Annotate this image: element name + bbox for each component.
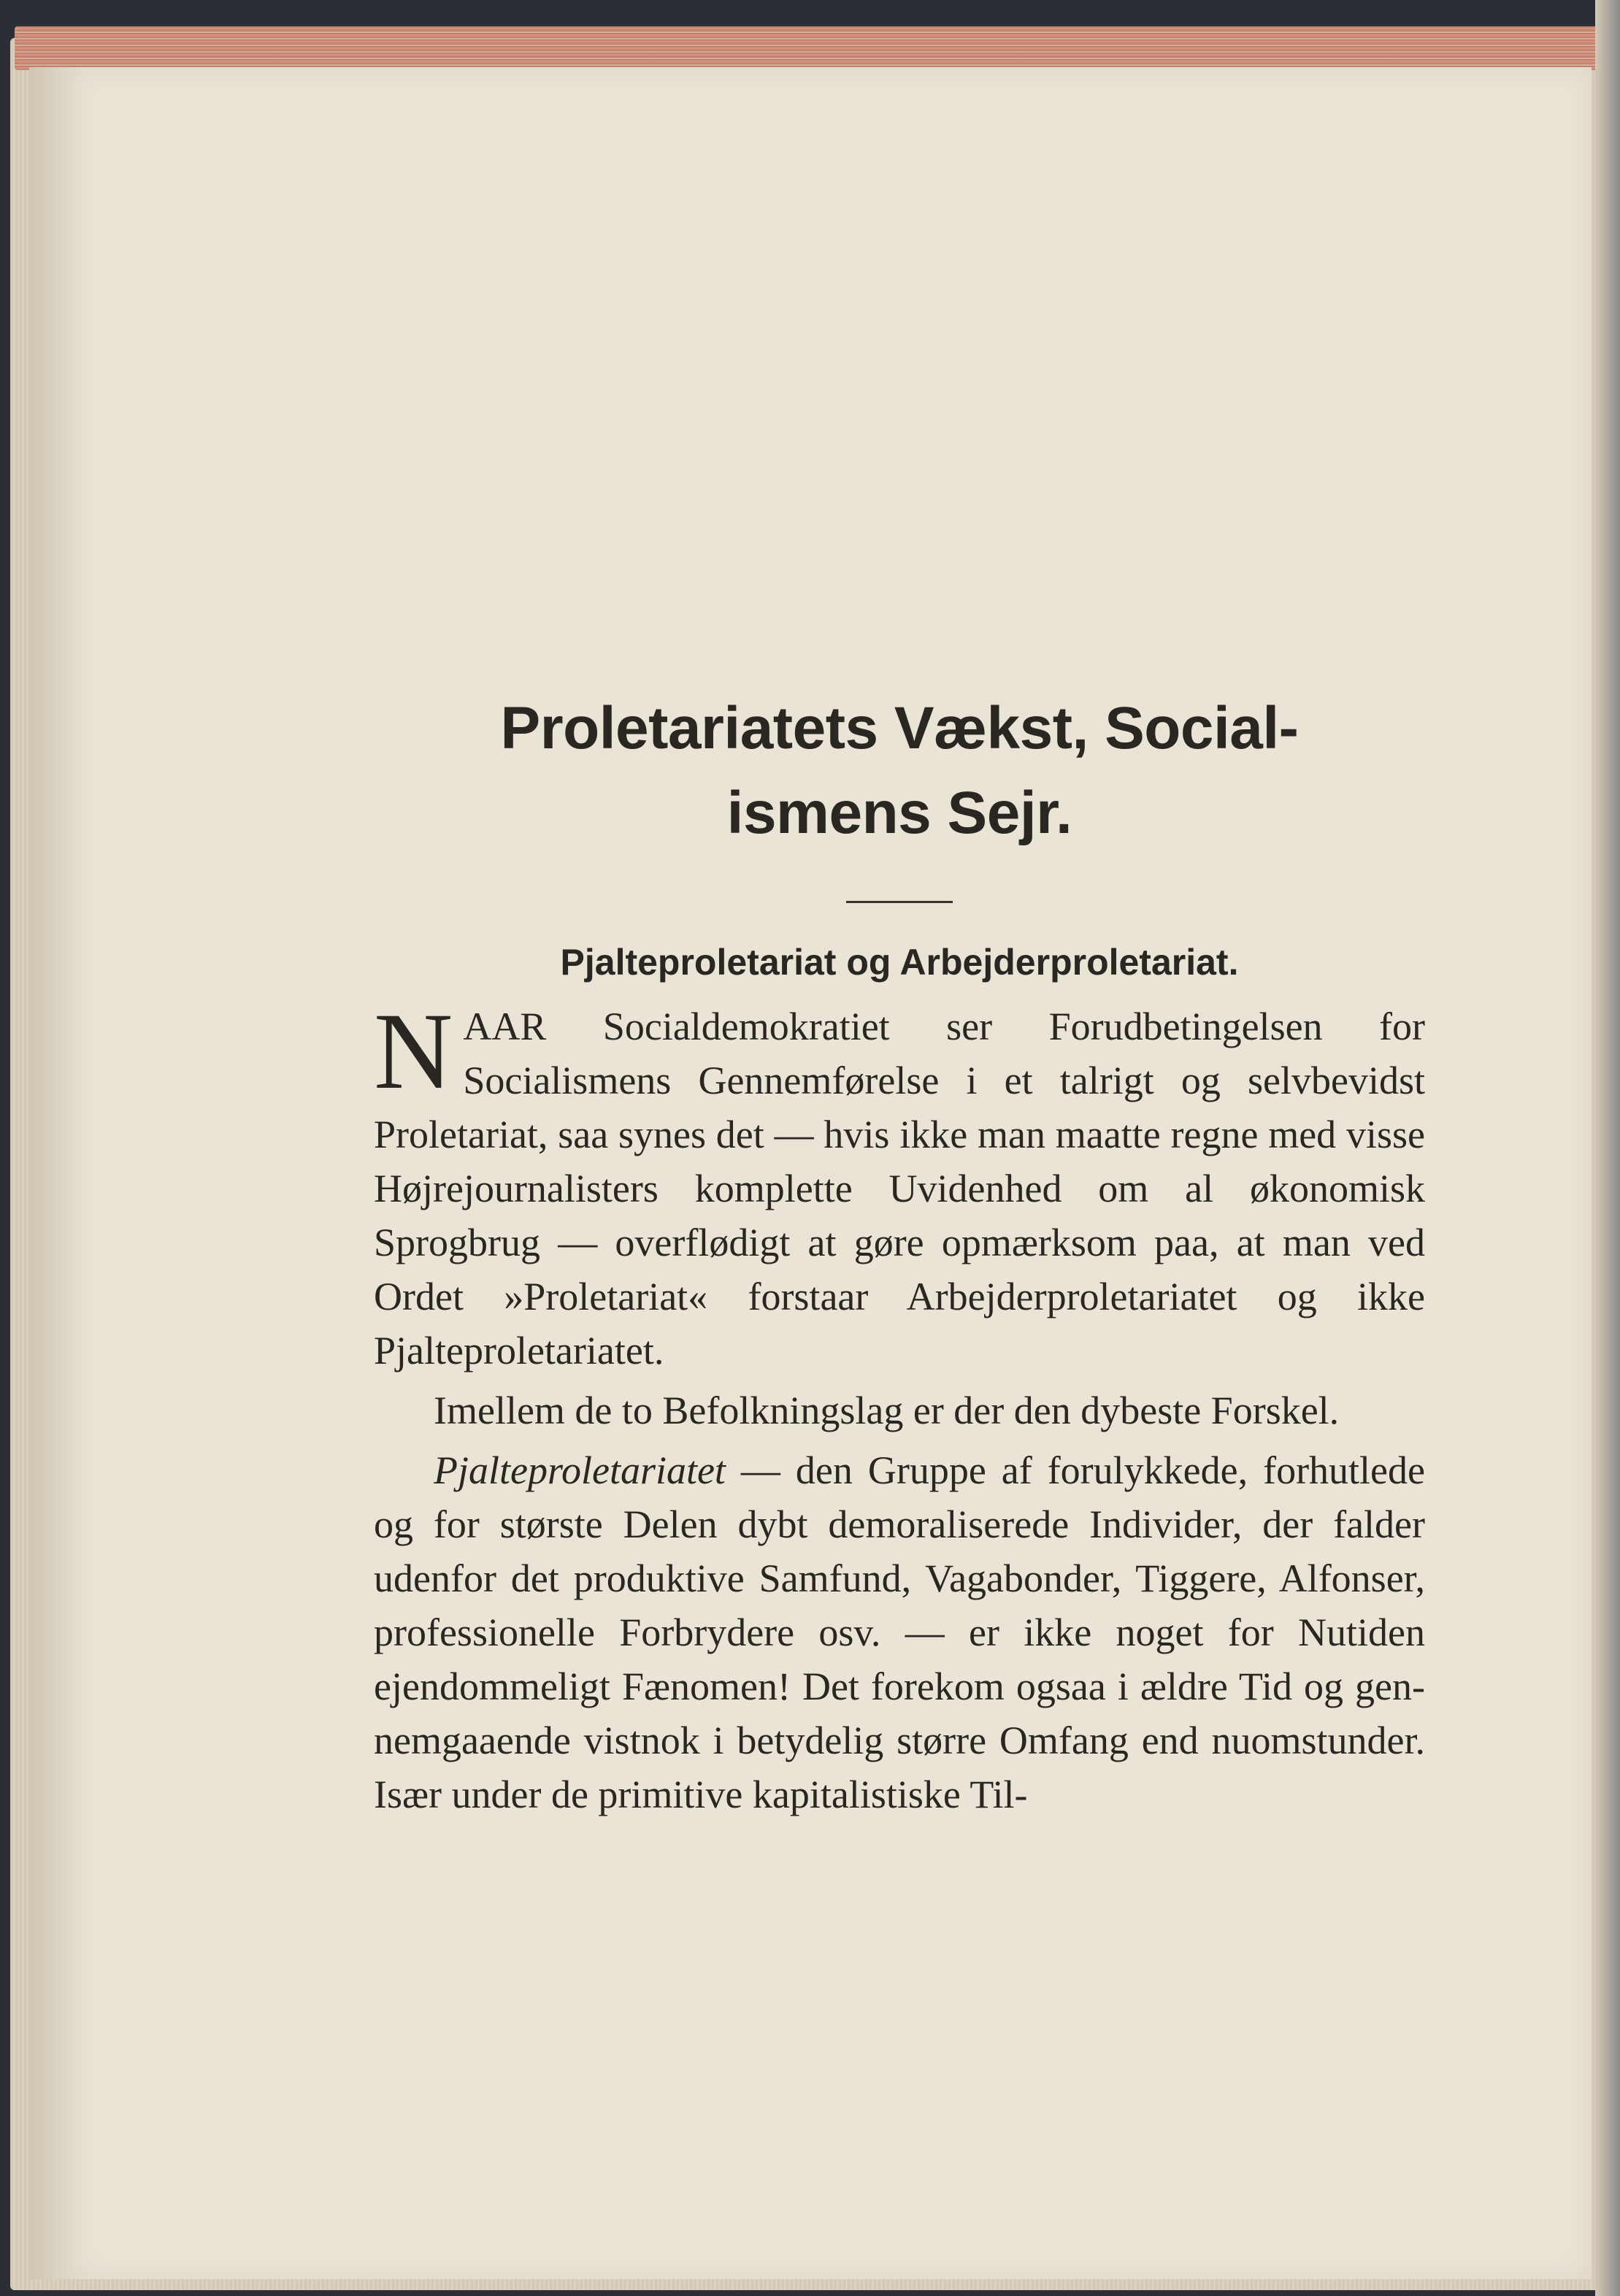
- book-spine: [1595, 0, 1620, 2296]
- paragraph-3: [374, 1443, 1425, 1821]
- page-text-block: [374, 686, 1425, 1821]
- paragraph-3-italic-term: Pjalteproletariatet: [434, 1448, 726, 1492]
- paragraph-3-text: — den Gruppe af forulykkede, forhutlede og for største Delen dybt demoraliserede Individer, der falder udenfor det produktive Samfund, Vagabonder, Tiggere, Alfonser, professionelle Forbrydere osv. — er ikke noget for Nutiden ejendommeligt Fænomen! Det forekom ogsaa i ældre Tid og gennemgaaende vistnok i betydelig større Omfang end nuomstunder. Især under de primitive kapitalistiske Til-: [374, 1448, 1425, 1816]
- chapter-title-line-2: ismens Sejr.: [726, 780, 1072, 846]
- section-heading: Pjalteproletariat og Arbejderproletariat.: [560, 942, 1239, 983]
- title-divider: [846, 901, 953, 903]
- drop-cap: N: [374, 991, 453, 1112]
- paragraph-1: [374, 991, 1425, 1378]
- paragraph-2: Imellem de to Befolkningslag er der den dybeste Forskel.: [434, 1389, 1340, 1432]
- paragraph-1-text: AAR Socialdemokratiet ser Forudbetingelsen for Socialismens Gennemførelse i et talrigt og selvbevidst Proletariat, saa synes det — hvis ikke man maatte regne med visse Højrejournalisters komplette Uvidenhed om al økonomisk Sprogbrug — overflødigt at gøre opmærksom paa, at man ved Ordet »Proletariat« forstaar Arbejderproletariatet og ikke Pjalteproletariatet.: [374, 1005, 1425, 1372]
- page-edges-top: [15, 26, 1606, 70]
- chapter-title: [374, 686, 1425, 856]
- chapter-title-line-1: Proletariatets Vækst, Social-: [500, 695, 1299, 761]
